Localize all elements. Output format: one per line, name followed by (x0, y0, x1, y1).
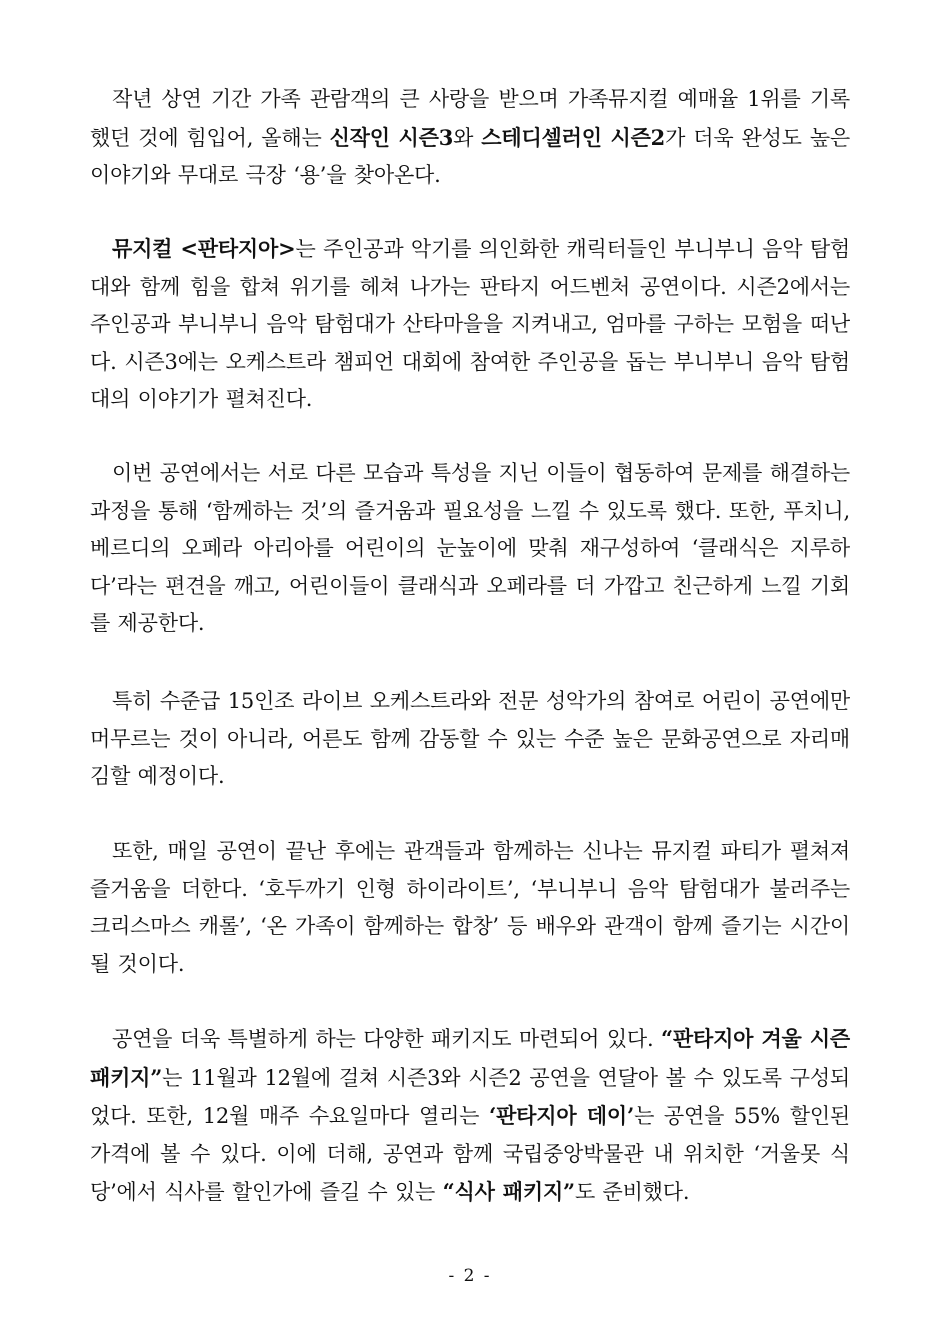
text-span: 공연을 더욱 특별하게 하는 다양한 패키지도 마련되어 있다. (112, 1027, 662, 1051)
text-span: 이번 공연에서는 서로 다른 모습과 특성을 지닌 이들이 협동하여 문제를 해결하는 과정을 통해 ‘함께하는 것’의 즐거움과 필요성을 느낄 수 있도록 했다. 또한, 푸치니, 베르디의 오페라 아리아를 어린이의 눈높이에 맞춰 재구성하여 ‘클래식은 지루하다’라는 편견을 깨고, 어린이들이 클래식과 오페라를 더 가깝고 친근하게 느낄 기회를 제공한다. (90, 461, 850, 636)
page-number: - 2 - (448, 1266, 492, 1286)
text-span: 가 더욱 완성도 높은 이야기와 무대로 극장 ‘용’을 찾아온다. (90, 125, 850, 188)
text-span: 특히 수준급 15인조 라이브 오케스트라와 전문 성악가의 참여로 어린이 공연에만 머무르는 것이 아니라, 어른도 함께 감동할 수 있는 수준 높은 문화공연으로 자리매김할 예정이다. (90, 689, 850, 789)
paragraph-orchestra (90, 683, 850, 796)
text-span: 와 (453, 125, 482, 150)
bold-text-season3: 신작인 시즌3 (329, 124, 454, 150)
paragraph-theme (90, 455, 850, 643)
bold-text-season2: 스테디셀러인 시즌2 (481, 124, 666, 150)
text-span: 작년 상연 기간 가족 관람객의 큰 사랑을 받으며 가족뮤지컬 예매율 1위를 기록했던 것에 힘입어, 올해는 (90, 87, 850, 150)
bold-text-meal-package: “식사 패키지” (442, 1179, 575, 1205)
text-span: 는 주인공과 악기를 의인화한 캐릭터들인 부니부니 음악 탐험대와 함께 힘을 합쳐 위기를 헤쳐 나가는 판타지 어드벤처 공연이다. 시즌2에서는 주인공과 부니부니 음악 탐험대가 산타마을을 지켜내고, 엄마를 구하는 모험을 떠난다. 시즌3에는 오케스트라 챔피언 대회에 참여한 주인공을 돕는 부니부니 음악 탐험대의 이야기가 펼쳐진다. (90, 237, 850, 412)
text-span: 도 준비했다. (574, 1180, 690, 1205)
paragraph-synopsis (90, 230, 850, 419)
text-span: 는 공연을 55% 할인된 가격에 볼 수 있다. 이에 더해, 공연과 함께 국립중앙박물관 내 위치한 ‘거울못 식당’에서 식사를 할인가에 즐길 수 있는 (90, 1104, 850, 1205)
paragraph-party (90, 833, 850, 983)
bold-text-winter-package: “판타지아 겨울 시즌 패키지” (90, 1026, 850, 1090)
bold-text-fantasia-day: ‘판타지아 데이’ (488, 1103, 635, 1129)
text-span: 또한, 매일 공연이 끝난 후에는 관객들과 함께하는 신나는 뮤지컬 파티가 펼쳐져 즐거움을 더한다. ‘호두까기 인형 하이라이트’, ‘부니부니 음악 탐험대가 불러주는 크리스마스 캐롤’, ‘온 가족이 함께하는 합창’ 등 배우와 관객이 함께 즐기는 시간이 될 것이다. (90, 839, 850, 976)
bold-text-title: 뮤지컬 <판타지아> (112, 236, 296, 261)
paragraph-popularity (90, 81, 850, 195)
paragraph-packages (90, 1020, 850, 1212)
text-span: 는 11월과 12월에 걸쳐 시즌3와 시즌2 공연을 연달아 볼 수 있도록 구성되었다. 또한, 12월 매주 수요일마다 열리는 (90, 1065, 850, 1129)
